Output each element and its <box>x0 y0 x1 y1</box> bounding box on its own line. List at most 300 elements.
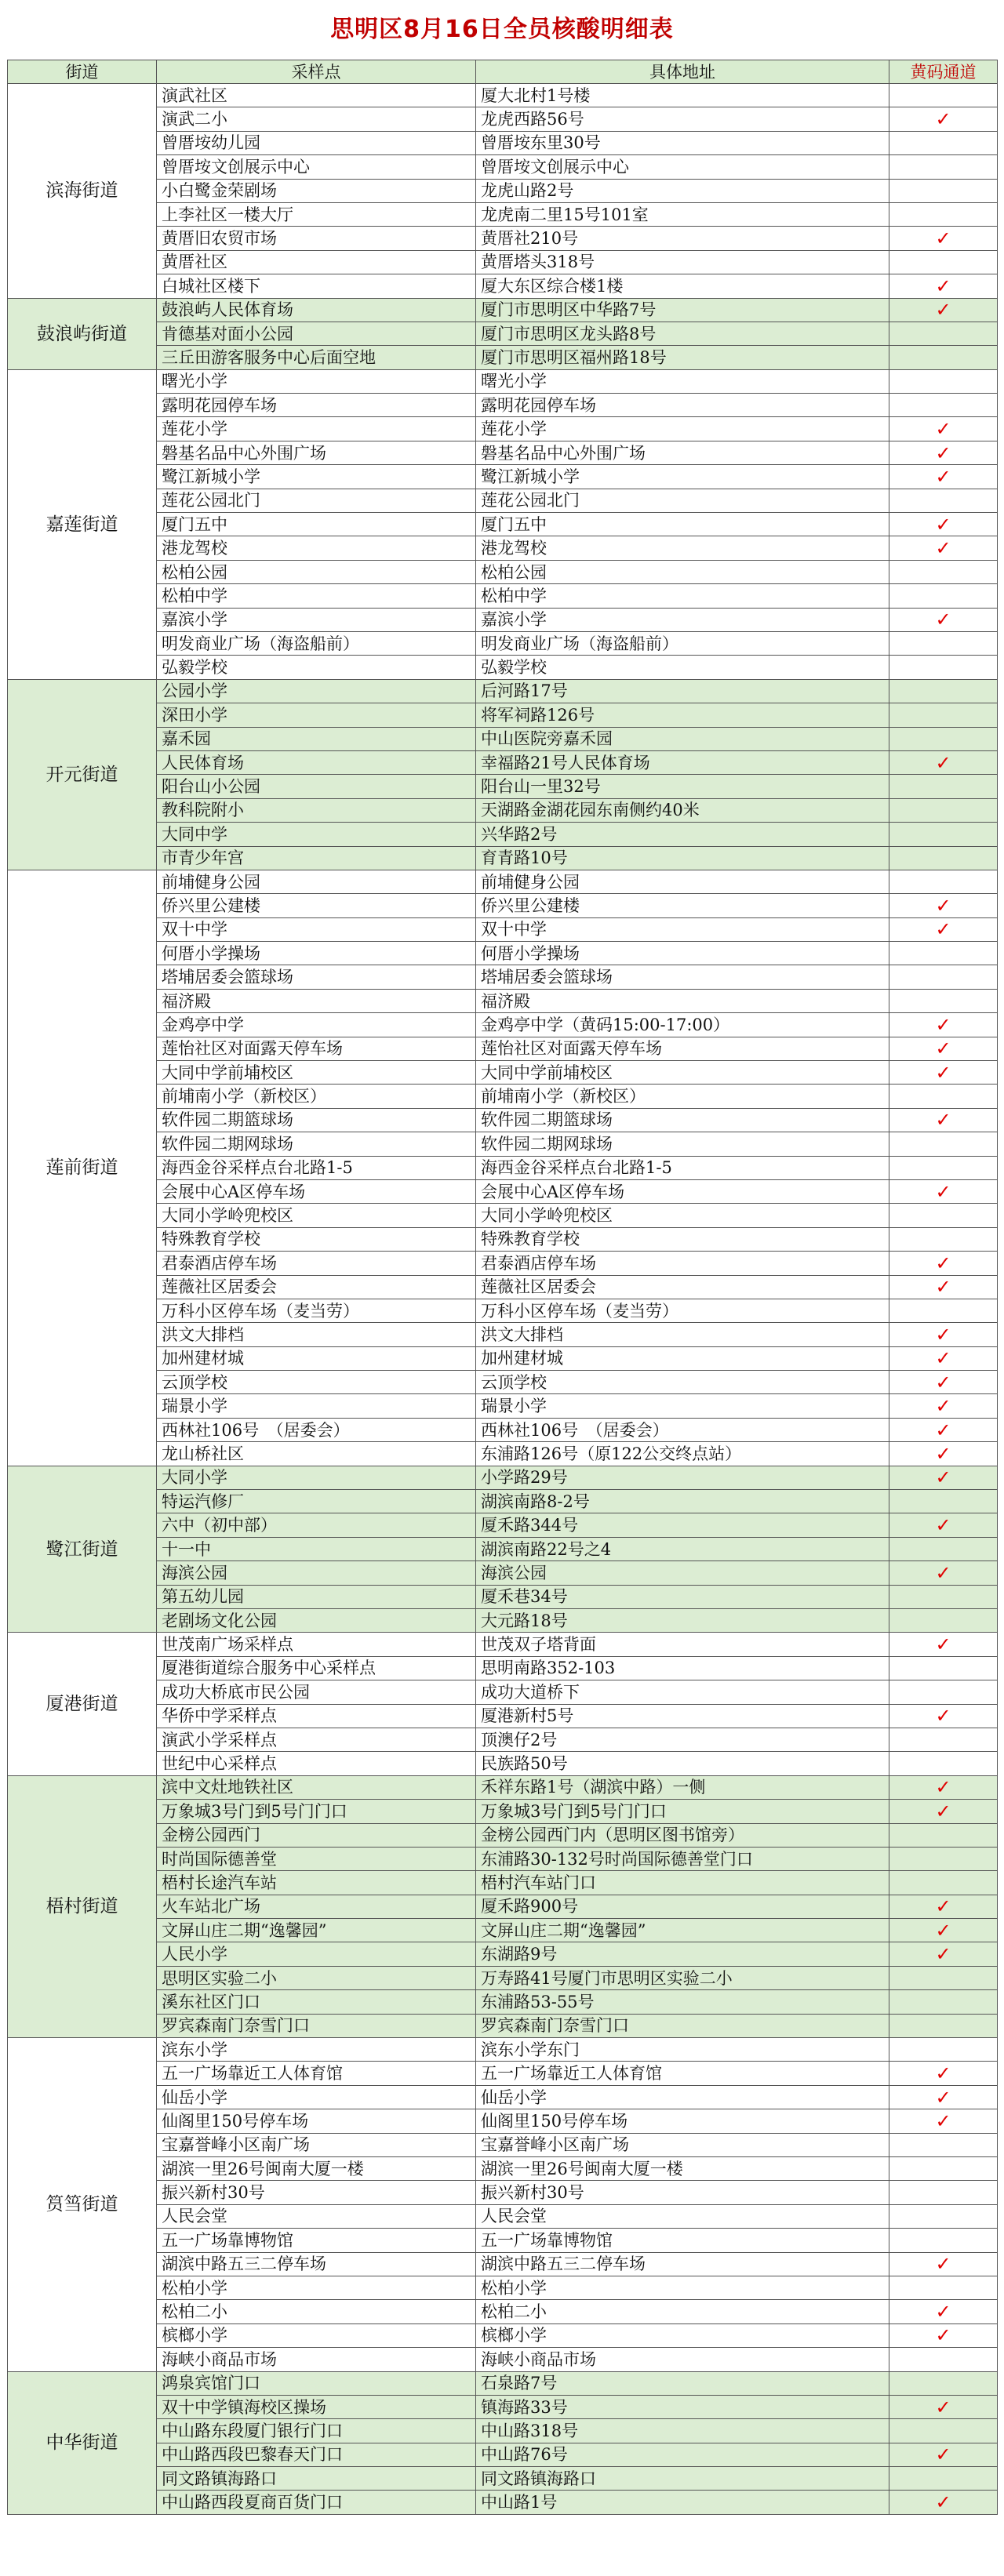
site-address: 西林社106号 （居委会） <box>476 1418 889 1441</box>
site-address: 东浦路126号（原122公交终点站） <box>476 1442 889 1466</box>
table-row <box>8 798 998 822</box>
yellow-channel-empty <box>889 179 998 202</box>
site-address: 磐基名品中心外围广场 <box>476 441 889 464</box>
table-row <box>8 179 998 202</box>
site-address: 海西金谷采样点台北路1-5 <box>476 1156 889 1179</box>
street-group <box>8 369 998 679</box>
site-name: 白城社区楼下 <box>157 274 476 298</box>
yellow-channel-check-icon: ✓ <box>889 2300 998 2323</box>
table-row <box>8 1490 998 1513</box>
site-name: 前埔健身公园 <box>157 870 476 893</box>
table-row <box>8 2276 998 2299</box>
site-name: 露明花园停车场 <box>157 394 476 417</box>
site-address: 成功大道桥下 <box>476 1680 889 1704</box>
site-name: 世纪中心采样点 <box>157 1752 476 1775</box>
yellow-channel-check-icon: ✓ <box>889 2085 998 2109</box>
site-address: 湖滨南路8-2号 <box>476 1490 889 1513</box>
site-name: 万科小区停车场（麦当劳） <box>157 1299 476 1322</box>
yellow-channel-empty <box>889 1156 998 1179</box>
yellow-channel-empty <box>889 202 998 226</box>
table-row <box>8 1323 998 1346</box>
site-address: 侨兴里公建楼 <box>476 894 889 917</box>
table-row <box>8 584 998 608</box>
yellow-channel-check-icon: ✓ <box>889 513 998 536</box>
site-name: 莲花小学 <box>157 417 476 441</box>
street-name: 梧村街道 <box>8 1775 157 2037</box>
table-row <box>8 1252 998 1275</box>
street-group <box>8 84 998 299</box>
yellow-channel-empty <box>889 250 998 274</box>
yellow-channel-empty <box>889 1299 998 1322</box>
yellow-channel-check-icon: ✓ <box>889 536 998 560</box>
site-name: 上李社区一楼大厅 <box>157 202 476 226</box>
site-address: 湖滨一里26号闽南大厦一楼 <box>476 2156 889 2180</box>
site-address: 龙虎西路56号 <box>476 107 889 131</box>
table-row <box>8 1609 998 1633</box>
site-name: 鼓浪屿人民体育场 <box>157 298 476 322</box>
site-address: 槟榔小学 <box>476 2323 889 2347</box>
site-name: 黄厝旧农贸市场 <box>157 227 476 250</box>
site-address: 曙光小学 <box>476 369 889 393</box>
yellow-channel-check-icon: ✓ <box>889 1775 998 1799</box>
site-address: 瑞景小学 <box>476 1394 889 1418</box>
site-address: 兴华路2号 <box>476 823 889 846</box>
yellow-channel-empty <box>889 2038 998 2062</box>
yellow-channel-empty <box>889 1990 998 2014</box>
table-row <box>8 1823 998 1847</box>
yellow-channel-check-icon: ✓ <box>889 1704 998 1728</box>
site-address: 中山路76号 <box>476 2443 889 2466</box>
site-name: 龙山桥社区 <box>157 1442 476 1466</box>
site-address: 思明南路352-103 <box>476 1656 889 1680</box>
yellow-channel-check-icon: ✓ <box>889 1442 998 1466</box>
site-name: 莲薇社区居委会 <box>157 1275 476 1299</box>
site-name: 海峡小商品市场 <box>157 2348 476 2371</box>
site-address: 曾厝垵东里30号 <box>476 131 889 154</box>
site-address: 阳台山一里32号 <box>476 775 889 798</box>
yellow-channel-check-icon: ✓ <box>889 1800 998 1823</box>
yellow-channel-check-icon: ✓ <box>889 2443 998 2466</box>
yellow-channel-check-icon: ✓ <box>889 2252 998 2276</box>
site-address: 湖滨南路22号之4 <box>476 1537 889 1560</box>
site-address: 金榜公园西门内（思明区图书馆旁） <box>476 1823 889 1847</box>
table-row <box>8 155 998 179</box>
site-name: 中山路西段夏商百货门口 <box>157 2491 476 2514</box>
yellow-channel-empty <box>889 2371 998 2395</box>
site-address: 万科小区停车场（麦当劳） <box>476 1299 889 1322</box>
site-name: 时尚国际德善堂 <box>157 1847 476 1870</box>
site-name: 滨中文灶地铁社区 <box>157 1775 476 1799</box>
site-name: 鸿泉宾馆门口 <box>157 2371 476 2395</box>
site-address: 金鸡亭中学（黄码15:00-17:00） <box>476 1013 889 1037</box>
yellow-channel-empty <box>889 2229 998 2252</box>
site-name: 明发商业广场（海盗船前） <box>157 631 476 655</box>
site-address: 港龙驾校 <box>476 536 889 560</box>
site-address: 五一广场靠近工人体育馆 <box>476 2062 889 2085</box>
site-address: 前埔南小学（新校区） <box>476 1085 889 1108</box>
site-address: 松柏公园 <box>476 560 889 583</box>
yellow-channel-check-icon: ✓ <box>889 107 998 131</box>
table-row <box>8 1800 998 1823</box>
yellow-channel-check-icon: ✓ <box>889 608 998 631</box>
site-address: 宝嘉誉峰小区南广场 <box>476 2133 889 2156</box>
table-row <box>8 1728 998 1751</box>
site-name: 槟榔小学 <box>157 2323 476 2347</box>
yellow-channel-empty <box>889 703 998 727</box>
table-row <box>8 1537 998 1560</box>
table-row <box>8 2038 998 2062</box>
site-address: 鹭江新城小学 <box>476 465 889 489</box>
table-row <box>8 1752 998 1775</box>
site-address: 会展中心A区停车场 <box>476 1179 889 1203</box>
table-row <box>8 2419 998 2443</box>
site-name: 演武小学采样点 <box>157 1728 476 1751</box>
site-name: 侨兴里公建楼 <box>157 894 476 917</box>
site-name: 三丘田游客服务中心后面空地 <box>157 346 476 369</box>
yellow-channel-empty <box>889 2014 998 2037</box>
site-address: 东浦路30-132号时尚国际德善堂门口 <box>476 1847 889 1870</box>
table-row <box>8 2062 998 2085</box>
site-name: 十一中 <box>157 1537 476 1560</box>
yellow-channel-empty <box>889 84 998 107</box>
table-row <box>8 1775 998 1799</box>
street-name: 莲前街道 <box>8 870 157 1466</box>
table-row <box>8 1704 998 1728</box>
site-name: 市青少年宫 <box>157 846 476 870</box>
yellow-channel-empty <box>889 1680 998 1704</box>
table-row <box>8 1466 998 1489</box>
yellow-channel-empty <box>889 322 998 345</box>
table-row <box>8 965 998 989</box>
table-row <box>8 942 998 965</box>
header-row <box>8 60 998 84</box>
site-address: 加州建材城 <box>476 1346 889 1370</box>
site-name: 福济殿 <box>157 989 476 1012</box>
site-address: 软件园二期篮球场 <box>476 1108 889 1132</box>
site-name: 何厝小学操场 <box>157 942 476 965</box>
table-row <box>8 1871 998 1895</box>
site-address: 塔埔居委会篮球场 <box>476 965 889 989</box>
site-name: 罗宾森南门奈雪门口 <box>157 2014 476 2037</box>
site-name: 软件园二期网球场 <box>157 1132 476 1156</box>
table-row <box>8 1179 998 1203</box>
site-address: 松柏二小 <box>476 2300 889 2323</box>
site-name: 思明区实验二小 <box>157 1966 476 1989</box>
site-name: 五一广场靠博物馆 <box>157 2229 476 2252</box>
site-name: 滨东小学 <box>157 2038 476 2062</box>
site-name: 演武社区 <box>157 84 476 107</box>
yellow-channel-empty <box>889 1490 998 1513</box>
site-address: 露明花园停车场 <box>476 394 889 417</box>
site-name: 阳台山小公园 <box>157 775 476 798</box>
site-address: 大同小学岭兜校区 <box>476 1204 889 1227</box>
table-row <box>8 417 998 441</box>
street-name: 嘉莲街道 <box>8 369 157 679</box>
site-address: 厦大东区综合楼1楼 <box>476 274 889 298</box>
site-name: 会展中心A区停车场 <box>157 1179 476 1203</box>
yellow-channel-check-icon: ✓ <box>889 1418 998 1441</box>
yellow-channel-check-icon: ✓ <box>889 2395 998 2418</box>
table-row <box>8 917 998 941</box>
site-name: 演武二小 <box>157 107 476 131</box>
site-address: 五一广场靠博物馆 <box>476 2229 889 2252</box>
site-address: 湖滨中路五三二停车场 <box>476 2252 889 2276</box>
table-row <box>8 2014 998 2037</box>
site-address: 龙虎山路2号 <box>476 179 889 202</box>
site-address: 中山路318号 <box>476 2419 889 2443</box>
yellow-channel-empty <box>889 942 998 965</box>
site-address: 中山路1号 <box>476 2491 889 2514</box>
yellow-channel-empty <box>889 775 998 798</box>
street-group <box>8 2038 998 2371</box>
site-name: 海西金谷采样点台北路1-5 <box>157 1156 476 1179</box>
site-name: 肯德基对面小公园 <box>157 322 476 345</box>
site-name: 莲花公园北门 <box>157 489 476 512</box>
yellow-channel-check-icon: ✓ <box>889 227 998 250</box>
yellow-channel-check-icon: ✓ <box>889 298 998 322</box>
site-name: 湖滨中路五三二停车场 <box>157 2252 476 2276</box>
site-name: 嘉禾园 <box>157 727 476 750</box>
yellow-channel-check-icon: ✓ <box>889 1919 998 1942</box>
site-name: 教科院附小 <box>157 798 476 822</box>
table-row <box>8 2395 998 2418</box>
yellow-channel-empty <box>889 870 998 893</box>
table-row <box>8 1013 998 1037</box>
site-name: 金榜公园西门 <box>157 1823 476 1847</box>
table-row <box>8 2323 998 2347</box>
site-address: 中山医院旁嘉禾园 <box>476 727 889 750</box>
table-row <box>8 1895 998 1918</box>
site-name: 西林社106号 （居委会） <box>157 1418 476 1441</box>
site-name: 中山路东段厦门银行门口 <box>157 2419 476 2443</box>
yellow-channel-check-icon: ✓ <box>889 894 998 917</box>
table-row <box>8 274 998 298</box>
table-row <box>8 2229 998 2252</box>
site-address: 君泰酒店停车场 <box>476 1252 889 1275</box>
site-name: 弘毅学校 <box>157 656 476 679</box>
site-address: 海峡小商品市场 <box>476 2348 889 2371</box>
site-name: 人民会堂 <box>157 2204 476 2228</box>
site-name: 厦门五中 <box>157 513 476 536</box>
street-name: 开元街道 <box>8 679 157 870</box>
site-address: 人民会堂 <box>476 2204 889 2228</box>
yellow-channel-check-icon: ✓ <box>889 2109 998 2133</box>
site-name: 曾厝垵幼儿园 <box>157 131 476 154</box>
street-group <box>8 1633 998 1775</box>
yellow-channel-check-icon: ✓ <box>889 1013 998 1037</box>
site-address: 厦门市思明区福州路18号 <box>476 346 889 369</box>
yellow-channel-check-icon: ✓ <box>889 2323 998 2347</box>
site-name: 公园小学 <box>157 679 476 703</box>
street-name: 厦港街道 <box>8 1633 157 1775</box>
yellow-channel-empty <box>889 989 998 1012</box>
site-name: 世茂南广场采样点 <box>157 1633 476 1656</box>
header-site: 采样点 <box>157 60 476 84</box>
site-name: 溪东社区门口 <box>157 1990 476 2014</box>
site-address: 厦禾路344号 <box>476 1513 889 1537</box>
site-name: 云顶学校 <box>157 1371 476 1394</box>
yellow-channel-empty <box>889 656 998 679</box>
site-name: 磐基名品中心外围广场 <box>157 441 476 464</box>
site-name: 特殊教育学校 <box>157 1227 476 1251</box>
site-name: 老剧场文化公园 <box>157 1609 476 1633</box>
site-address: 东湖路9号 <box>476 1942 889 1966</box>
yellow-channel-empty <box>889 346 998 369</box>
street-group <box>8 2371 998 2514</box>
yellow-channel-check-icon: ✓ <box>889 1037 998 1060</box>
site-address: 仙阁里150号停车场 <box>476 2109 889 2133</box>
site-address: 特殊教育学校 <box>476 1227 889 1251</box>
table-row <box>8 536 998 560</box>
site-name: 小白鹭金荣剧场 <box>157 179 476 202</box>
site-address: 仙岳小学 <box>476 2085 889 2109</box>
site-name: 黄厝社区 <box>157 250 476 274</box>
site-name: 港龙驾校 <box>157 536 476 560</box>
street-name: 鼓浪屿街道 <box>8 298 157 369</box>
street-group <box>8 298 998 369</box>
table-row <box>8 298 998 322</box>
header-street: 街道 <box>8 60 157 84</box>
site-name: 同文路镇海路口 <box>157 2467 476 2491</box>
site-address: 莲薇社区居委会 <box>476 1275 889 1299</box>
yellow-channel-empty <box>889 823 998 846</box>
table-row <box>8 775 998 798</box>
site-address: 文屏山庄二期“逸馨园” <box>476 1919 889 1942</box>
table-row <box>8 2252 998 2276</box>
yellow-channel-check-icon: ✓ <box>889 1513 998 1537</box>
yellow-channel-check-icon: ✓ <box>889 1275 998 1299</box>
street-group <box>8 1775 998 2037</box>
site-address: 镇海路33号 <box>476 2395 889 2418</box>
site-address: 海滨公园 <box>476 1561 889 1585</box>
table-row <box>8 2300 998 2323</box>
street-name: 筼筜街道 <box>8 2038 157 2371</box>
yellow-channel-check-icon: ✓ <box>889 750 998 774</box>
site-address: 双十中学 <box>476 917 889 941</box>
sheet-title: 思明区8月16日全员核酸明细表 <box>330 16 674 43</box>
table-row <box>8 2491 998 2514</box>
table-row <box>8 2467 998 2491</box>
table-row <box>8 560 998 583</box>
site-address: 黄厝塔头318号 <box>476 250 889 274</box>
site-address: 小学路29号 <box>476 1466 889 1489</box>
site-address: 前埔健身公园 <box>476 870 889 893</box>
table-row <box>8 1919 998 1942</box>
site-name: 松柏小学 <box>157 2276 476 2299</box>
site-name: 人民小学 <box>157 1942 476 1966</box>
site-address: 洪文大排档 <box>476 1323 889 1346</box>
site-address: 大元路18号 <box>476 1609 889 1633</box>
table-row <box>8 1371 998 1394</box>
site-name: 莲怡社区对面露天停车场 <box>157 1037 476 1060</box>
table-row <box>8 1204 998 1227</box>
yellow-channel-check-icon: ✓ <box>889 417 998 441</box>
site-name: 瑞景小学 <box>157 1394 476 1418</box>
table-row <box>8 346 998 369</box>
site-name: 华侨中学采样点 <box>157 1704 476 1728</box>
yellow-channel-empty <box>889 394 998 417</box>
site-name: 大同小学 <box>157 1466 476 1489</box>
table-row <box>8 1085 998 1108</box>
table-row <box>8 1037 998 1060</box>
table-row <box>8 989 998 1012</box>
site-name: 宝嘉誉峰小区南广场 <box>157 2133 476 2156</box>
site-name: 嘉滨小学 <box>157 608 476 631</box>
site-address: 世茂双子塔背面 <box>476 1633 889 1656</box>
site-name: 第五幼儿园 <box>157 1585 476 1608</box>
site-name: 松柏二小 <box>157 2300 476 2323</box>
yellow-channel-empty <box>889 2276 998 2299</box>
table-row <box>8 679 998 703</box>
table-row <box>8 1156 998 1179</box>
yellow-channel-empty <box>889 560 998 583</box>
yellow-channel-empty <box>889 1823 998 1847</box>
site-name: 鹭江新城小学 <box>157 465 476 489</box>
site-name: 软件园二期篮球场 <box>157 1108 476 1132</box>
table-row <box>8 2443 998 2466</box>
site-address: 厦大北村1号楼 <box>476 84 889 107</box>
yellow-channel-empty <box>889 1847 998 1870</box>
site-address: 大同中学前埔校区 <box>476 1061 889 1085</box>
site-name: 特运汽修厂 <box>157 1490 476 1513</box>
table-row <box>8 1227 998 1251</box>
site-address: 石泉路7号 <box>476 2371 889 2395</box>
yellow-channel-check-icon: ✓ <box>889 1346 998 1370</box>
table-row <box>8 1966 998 1989</box>
site-address: 松柏小学 <box>476 2276 889 2299</box>
site-address: 育青路10号 <box>476 846 889 870</box>
site-address: 东浦路53-55号 <box>476 1990 889 2014</box>
table-row <box>8 727 998 750</box>
site-name: 前埔南小学（新校区） <box>157 1085 476 1108</box>
yellow-channel-empty <box>889 1227 998 1251</box>
table-row <box>8 1513 998 1537</box>
site-address: 顶澳仔2号 <box>476 1728 889 1751</box>
site-address: 莲花公园北门 <box>476 489 889 512</box>
table-row <box>8 1942 998 1966</box>
site-name: 湖滨一里26号闽南大厦一楼 <box>157 2156 476 2180</box>
table-row <box>8 394 998 417</box>
site-name: 深田小学 <box>157 703 476 727</box>
yellow-channel-check-icon: ✓ <box>889 1394 998 1418</box>
site-name: 五一广场靠近工人体育馆 <box>157 2062 476 2085</box>
table-row <box>8 369 998 393</box>
site-address: 明发商业广场（海盗船前） <box>476 631 889 655</box>
table-row <box>8 1585 998 1608</box>
yellow-channel-check-icon: ✓ <box>889 274 998 298</box>
site-address: 莲花小学 <box>476 417 889 441</box>
site-name: 振兴新村30号 <box>157 2181 476 2204</box>
table-row <box>8 608 998 631</box>
site-address: 将军祠路126号 <box>476 703 889 727</box>
table-row <box>8 1394 998 1418</box>
table-row <box>8 2156 998 2180</box>
street-name: 滨海街道 <box>8 84 157 299</box>
yellow-channel-empty <box>889 846 998 870</box>
table-row <box>8 1561 998 1585</box>
site-name: 中山路西段巴黎春天门口 <box>157 2443 476 2466</box>
street-name: 鹭江街道 <box>8 1466 157 1633</box>
site-address: 禾祥东路1号（湖滨中路）一侧 <box>476 1775 889 1799</box>
site-address: 后河路17号 <box>476 679 889 703</box>
yellow-channel-check-icon: ✓ <box>889 1371 998 1394</box>
site-name: 曙光小学 <box>157 369 476 393</box>
table-row <box>8 202 998 226</box>
yellow-channel-check-icon: ✓ <box>889 1108 998 1132</box>
yellow-channel-empty <box>889 2204 998 2228</box>
site-name: 双十中学镇海校区操场 <box>157 2395 476 2418</box>
yellow-channel-check-icon: ✓ <box>889 465 998 489</box>
